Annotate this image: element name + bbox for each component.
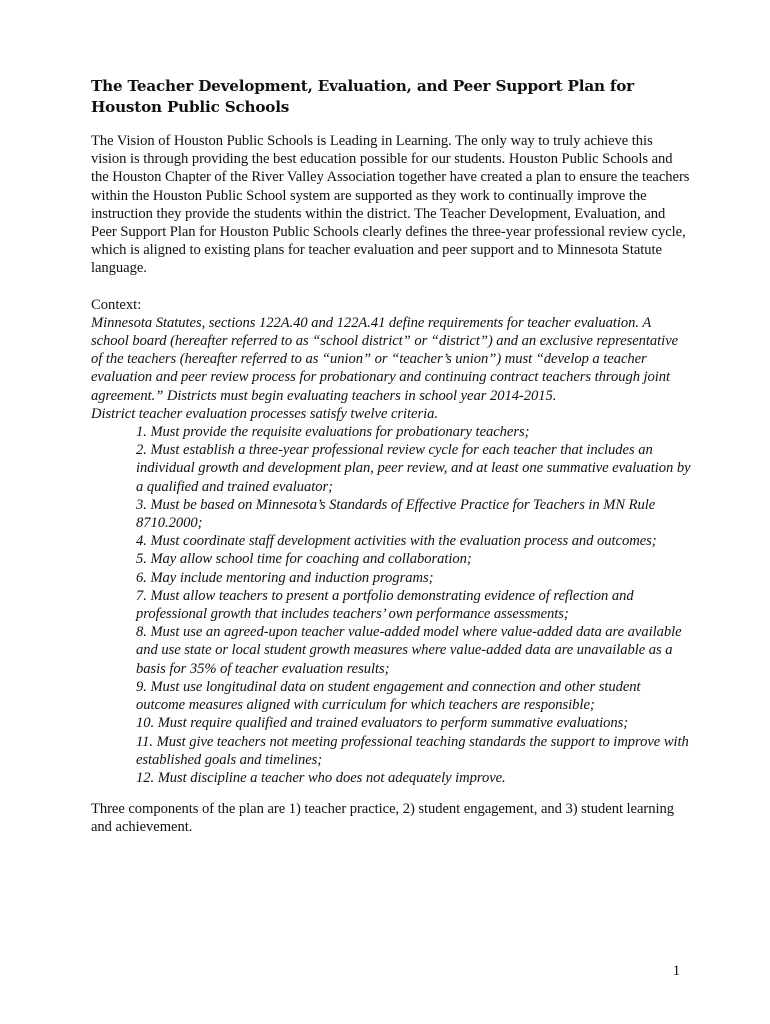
criteria-item: 12. Must discipline a teacher who does not adequately improve. <box>136 769 506 786</box>
criteria-item: 5. May allow school time for coaching and collaboration; <box>136 551 472 568</box>
criteria-item: 2. Must establish a three-year professional review cycle for each teacher that includes an individual growth and development plan, peer review, and at least one summative evaluation by a qualified and trained evaluator; <box>136 442 691 495</box>
criteria-item: 4. Must coordinate staff development activities with the evaluation process and outcomes; <box>136 533 657 550</box>
criteria-item: 1. Must provide the requisite evaluations for probationary teachers; <box>136 424 530 441</box>
components-paragraph: Three components of the plan are 1) teacher practice, 2) student engagement, and 3) student learning and achievement. <box>91 801 674 836</box>
criteria-item: 7. Must allow teachers to present a portfolio demonstrating evidence of reflection and professional growth that includes teachers’ own performance assessments; <box>136 587 634 623</box>
criteria-item: 6. May include mentoring and induction programs; <box>136 569 434 586</box>
context-paragraph: Minnesota Statutes, sections 122A.40 and 122A.41 define requirements for teacher evaluation. A school board (hereafter referred to as “school district” or “district”) and an exclusive representative of the teachers (hereafter referred to as “union” or “teacher’s union”) must “develop a teacher evaluation and peer review process for probationary and continuing contract teachers through joint agreement.” Districts must begin evaluating teachers in school year 2014-2015. <box>91 314 679 404</box>
context-label: Context: <box>91 296 142 313</box>
criteria-item: 3. Must be based on Minnesota’s Standards of Effective Practice for Teachers in MN Rule 8710.2000; <box>136 496 656 532</box>
criteria-item: 9. Must use longitudinal data on student engagement and connection and other student outcome measures aligned with curriculum for which teachers are responsible; <box>136 678 641 714</box>
document-page <box>91 76 691 837</box>
criteria-item: 8. Must use an agreed-upon teacher value-added model where value-added data are available and use state or local student growth measures where value-added data are unavailable as a basis for 35% of teacher evaluation results; <box>136 624 682 677</box>
criteria-item: 10. Must require qualified and trained evaluators to perform summative evaluations; <box>136 715 629 732</box>
document-title: The Teacher Development, Evaluation, and Peer Support Plan for Houston Public Schools <box>91 77 634 116</box>
criteria-item: 11. Must give teachers not meeting professional teaching standards the support to improve with established goals and timelines; <box>136 733 689 768</box>
criteria-list <box>91 423 691 787</box>
page-number: 1 <box>672 963 680 979</box>
vision-paragraph: The Vision of Houston Public Schools is Leading in Learning. The only way to truly achieve this vision is through providing the best education possible for our students. Houston Public Schools and the Houston Chapter of the River Valley Association together have created a plan to ensure the teachers within the Houston Public School system are supported as they work to continually improve the instruction they provide the students within the district. The Teacher Development, Evaluation, and Peer Support Plan for Houston Public Schools clearly defines the three-year professional review cycle, which is aligned to existing plans for teacher evaluation and peer support and to Minnesota Statute language. <box>91 133 690 277</box>
criteria-intro: District teacher evaluation processes satisfy twelve criteria. <box>91 405 438 422</box>
